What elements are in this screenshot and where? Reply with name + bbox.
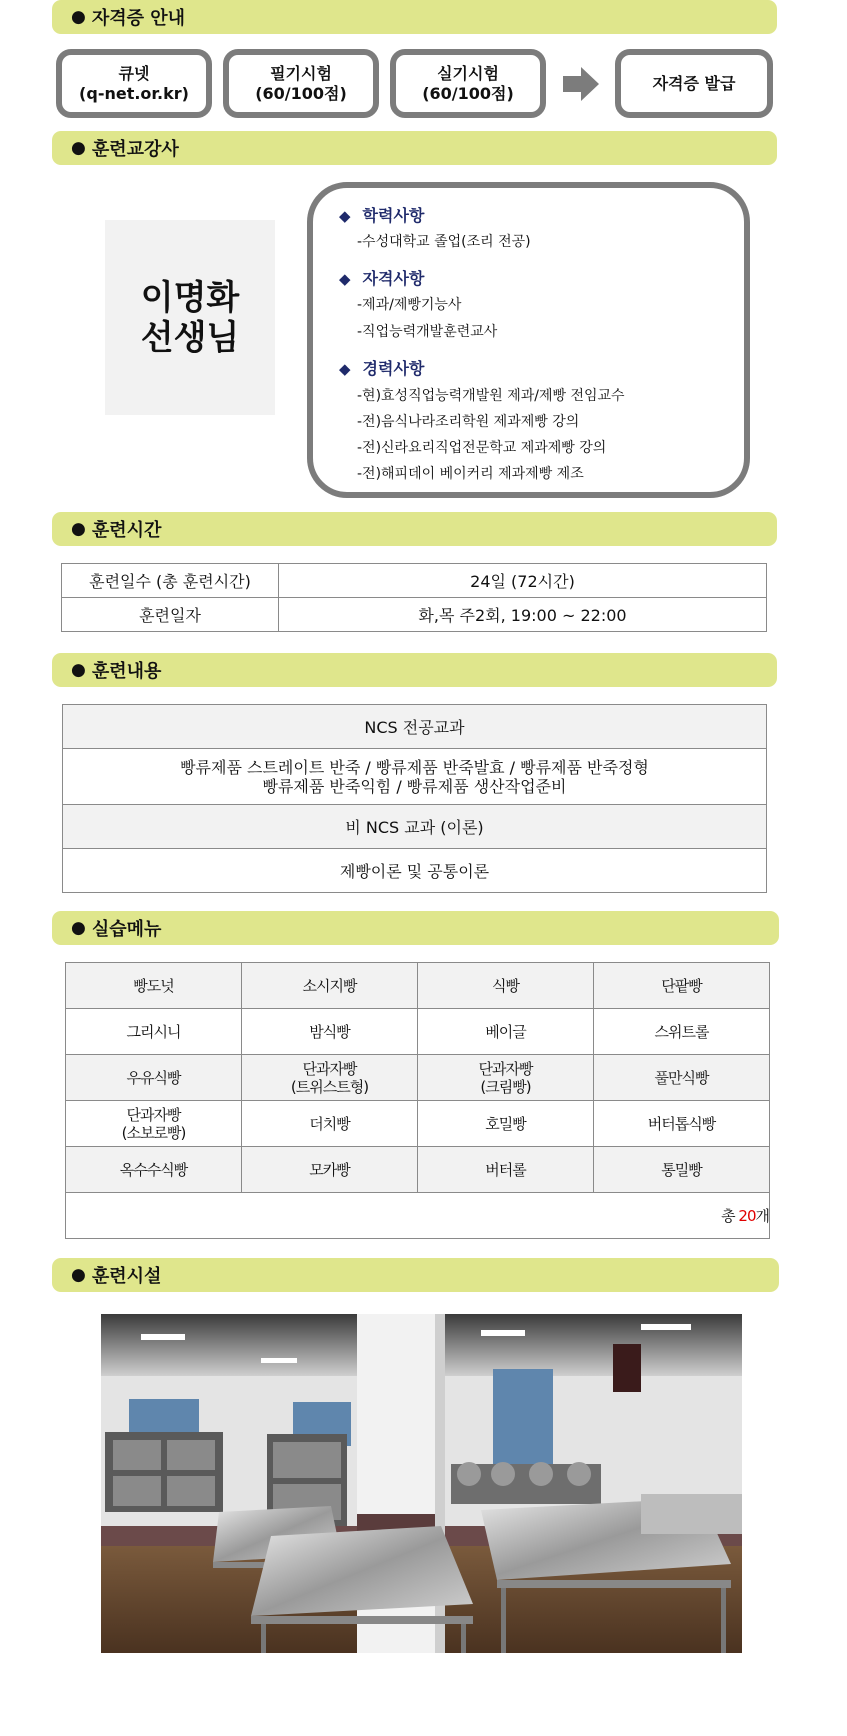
menu-cell: [66, 1055, 242, 1101]
license-title: 자격사항: [362, 269, 425, 288]
section-title: 훈련내용: [91, 661, 162, 682]
education-title: 학력사항: [362, 206, 425, 225]
career-title: 경력사항: [362, 359, 425, 378]
bullet-icon: ●: [71, 138, 86, 158]
table-row: [66, 1101, 770, 1147]
training-time-table: [61, 563, 767, 632]
license-item: -제과/제빵기능사: [357, 297, 462, 313]
flow-step-line1: 자격증 발급: [652, 73, 736, 93]
training-content-table: [62, 704, 767, 893]
menu-cell: [594, 1009, 770, 1055]
menu-item-text: 단과자빵: [478, 1059, 533, 1078]
menu-item-text: 호밀빵: [485, 1114, 526, 1133]
menu-cell: [594, 1055, 770, 1101]
menu-item-text: 우유식빵: [126, 1068, 181, 1087]
flow-step-line2: (60/100점): [422, 83, 514, 103]
table-label-cell: 훈련일자: [62, 598, 279, 632]
education-heading: [339, 203, 424, 226]
menu-cell: [66, 1147, 242, 1193]
table-row: [66, 1009, 770, 1055]
facility-photo: [101, 1314, 742, 1653]
table-row: [66, 1193, 770, 1239]
menu-cell: [66, 1009, 242, 1055]
menu-item-text: 베이글: [485, 1022, 526, 1041]
flow-step-line1: 실기시험: [437, 63, 499, 83]
bullet-icon: ●: [71, 1265, 86, 1285]
menu-cell: [242, 1009, 418, 1055]
flow-step-practical-exam: [390, 49, 546, 118]
section-header-time: [52, 512, 777, 546]
flow-step-written-exam: [223, 49, 379, 118]
menu-item-text: 옥수수식빵: [119, 1160, 188, 1179]
bullet-icon: ●: [71, 660, 86, 680]
menu-item-text: (소보로빵): [121, 1123, 186, 1142]
table-row: [66, 1055, 770, 1101]
section-title: 훈련교강사: [91, 139, 179, 160]
menu-item-text: 단과자빵: [126, 1105, 181, 1124]
table-value-cell: 24일 (72시간): [279, 564, 767, 598]
flow-step-line2: (q-net.or.kr): [79, 83, 189, 103]
table-row: [63, 749, 767, 805]
section-title: 훈련시간: [91, 520, 162, 541]
table-row: [62, 598, 767, 632]
flow-step-line2: (60/100점): [255, 83, 347, 103]
menu-total-prefix: 총: [721, 1206, 739, 1225]
diamond-icon: ◆: [339, 270, 351, 288]
menu-cell: [242, 1101, 418, 1147]
section-title: 실습메뉴: [91, 919, 162, 940]
table-row: [63, 805, 767, 849]
menu-cell: [418, 1147, 594, 1193]
flow-step-certificate: [615, 49, 773, 118]
menu-item-text: 스위트롤: [654, 1022, 709, 1041]
section-title: 자격증 안내: [91, 8, 186, 29]
menu-cell: [242, 1055, 418, 1101]
ncs-subjects-line: 빵류제품 반죽익힘 / 빵류제품 생산작업준비: [262, 776, 567, 796]
menu-item-text: 통밀빵: [661, 1160, 702, 1179]
career-heading: [339, 356, 424, 379]
menu-item-text: (트위스트형): [290, 1077, 369, 1096]
education-item: -수성대학교 졸업(조리 전공): [357, 234, 531, 250]
menu-cell: [418, 1101, 594, 1147]
table-label-cell: 훈련일수 (총 훈련시간): [62, 564, 279, 598]
ncs-header-cell: NCS 전공교과: [63, 705, 767, 749]
menu-total-suffix: 개: [755, 1206, 769, 1225]
instructor-title: 선생님: [140, 317, 240, 358]
menu-item-text: 식빵: [492, 976, 519, 995]
table-row: [66, 963, 770, 1009]
menu-item-text: (크림빵): [480, 1077, 531, 1096]
menu-cell: [594, 1101, 770, 1147]
menu-cell: [66, 1101, 242, 1147]
menu-item-text: 버터톱식빵: [647, 1114, 716, 1133]
license-heading: [339, 266, 424, 289]
table-row: [63, 705, 767, 749]
menu-total-count: 20: [738, 1206, 756, 1225]
menu-total-cell: [66, 1193, 770, 1239]
diamond-icon: ◆: [339, 360, 351, 378]
instructor-profile-box: [307, 182, 750, 498]
table-row: [66, 1147, 770, 1193]
menu-item-text: 모카빵: [309, 1160, 350, 1179]
career-item: -전)해피데이 베이커리 제과제빵 제조: [357, 466, 584, 482]
menu-item-text: 단과자빵: [302, 1059, 357, 1078]
section-title: 훈련시설: [91, 1266, 162, 1287]
practice-menu-table: [65, 962, 770, 1239]
instructor-name-box: [105, 220, 275, 415]
menu-cell: [418, 963, 594, 1009]
menu-item-text: 단팥빵: [661, 976, 702, 995]
section-header-content: [52, 653, 777, 687]
section-header-instructor: [52, 131, 777, 165]
section-header-facility: [52, 1258, 779, 1292]
table-row: [63, 849, 767, 893]
arrow-right-icon: [561, 64, 601, 104]
career-item: -전)신라요리직업전문학교 제과제빵 강의: [357, 440, 607, 456]
menu-item-text: 더치빵: [309, 1114, 350, 1133]
flow-step-line1: 필기시험: [270, 63, 332, 83]
menu-item-text: 소시지빵: [302, 976, 357, 995]
menu-cell: [594, 1147, 770, 1193]
ncs-subjects-line: 빵류제품 스트레이트 반죽 / 빵류제품 반죽발효 / 빵류제품 반죽정형: [180, 757, 649, 777]
bullet-icon: ●: [71, 519, 86, 539]
section-header-menu: [52, 911, 779, 945]
diamond-icon: ◆: [339, 207, 351, 225]
menu-cell: [418, 1009, 594, 1055]
bullet-icon: ●: [71, 918, 86, 938]
table-row: [62, 564, 767, 598]
career-item: -현)효성직업능력개발원 제과/제빵 전임교수: [357, 388, 625, 404]
menu-item-text: 버터롤: [485, 1160, 526, 1179]
menu-cell: [242, 963, 418, 1009]
license-item: -직업능력개발훈련교사: [357, 324, 498, 340]
menu-cell: [66, 963, 242, 1009]
menu-cell: [594, 963, 770, 1009]
menu-item-text: 그리시니: [126, 1022, 181, 1041]
menu-cell: [242, 1147, 418, 1193]
menu-item-text: 풀만식빵: [654, 1068, 709, 1087]
flow-step-line1: 큐넷: [118, 63, 150, 83]
ncs-subjects-cell: [63, 749, 767, 805]
non-ncs-header-cell: 비 NCS 교과 (이론): [63, 805, 767, 849]
section-header-cert: [52, 0, 777, 34]
non-ncs-value-cell: 제빵이론 및 공통이론: [63, 849, 767, 893]
instructor-name: 이명화: [140, 277, 240, 318]
menu-item-text: 밤식빵: [309, 1022, 350, 1041]
menu-cell: [418, 1055, 594, 1101]
flow-step-qnet: [56, 49, 212, 118]
table-value-cell: 화,목 주2회, 19:00 ~ 22:00: [279, 598, 767, 632]
menu-item-text: 빵도넛: [133, 976, 174, 995]
bullet-icon: ●: [71, 7, 86, 27]
career-item: -전)음식나라조리학원 제과제빵 강의: [357, 414, 580, 430]
